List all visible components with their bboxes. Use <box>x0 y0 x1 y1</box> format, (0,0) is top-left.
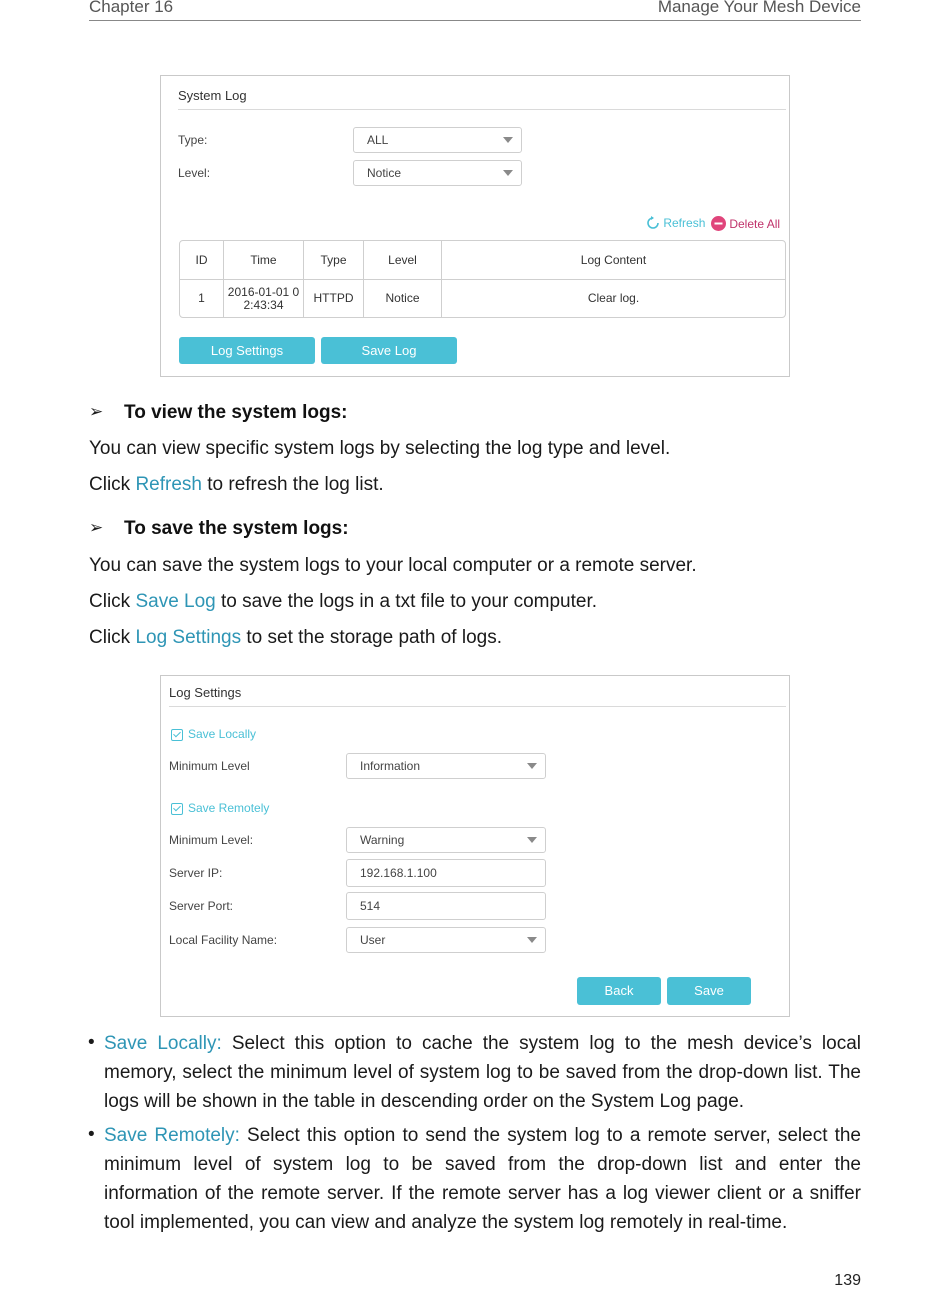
col-level: Level <box>364 241 442 280</box>
title-divider <box>178 109 786 110</box>
cell-type: HTTPD <box>304 280 364 317</box>
log-settings-term: Log Settings <box>135 627 242 648</box>
chapter-label: Chapter 16 <box>89 0 174 16</box>
delete-all-link[interactable] <box>711 216 780 231</box>
level-label: Level: <box>178 166 211 180</box>
save-log-button[interactable]: Save Log <box>321 337 457 364</box>
save-remotely-term: Save Remotely: <box>104 1125 240 1146</box>
server-ip-label: Server IP: <box>169 866 223 880</box>
min-level-label-local: Minimum Level <box>169 759 250 773</box>
save-remotely-paragraph <box>104 1121 861 1237</box>
save-locally-text: Select this option to cache the system log to the mesh device’s local memory, select the minimum level of system log to be saved from the drop-down list. The logs will be shown in the table in descending order on the System Log page. <box>104 1033 861 1112</box>
save-line-3 <box>89 627 502 649</box>
chevron-down-icon <box>527 937 537 943</box>
log-settings-button[interactable]: Log Settings <box>179 337 315 364</box>
min-level-value-local: Information <box>360 759 421 773</box>
delete-icon <box>711 216 726 231</box>
refresh-term: Refresh <box>135 474 202 495</box>
save-remotely-label[interactable]: Save Remotely <box>188 801 270 815</box>
text-prefix: Click <box>89 591 136 612</box>
col-log-content: Log Content <box>442 241 785 280</box>
min-level-value-remote: Warning <box>360 833 405 847</box>
save-locally-label[interactable]: Save Locally <box>188 727 257 741</box>
bullet-dot: • <box>88 1032 95 1053</box>
text-suffix: to refresh the log list. <box>201 474 384 495</box>
page-number: 139 <box>834 1272 861 1289</box>
min-level-select-remote[interactable] <box>346 827 546 853</box>
type-select[interactable] <box>353 127 522 153</box>
min-level-label-remote: Minimum Level: <box>169 833 254 847</box>
table-header-row <box>180 241 785 280</box>
view-line-2 <box>89 474 384 496</box>
col-id: ID <box>180 241 224 280</box>
facility-label: Local Facility Name: <box>169 933 278 947</box>
bullet-dot: • <box>88 1124 95 1145</box>
view-line-1: You can view specific system logs by selecting the log type and level. <box>89 438 671 459</box>
cell-content: Clear log. <box>587 291 640 305</box>
text-suffix: to set the storage path of logs. <box>241 627 502 648</box>
save-remotely-text: Select this option to send the system log to a remote server, select the minimum level of system log to be saved from the drop-down list and enter the information of the remote server. If the remote server has a log viewer client or a sniffer tool implemented, you can view and analyze the system log remotely in real-time. <box>104 1125 861 1233</box>
cell-time <box>224 280 304 317</box>
text-prefix: Click <box>89 474 136 495</box>
refresh-link[interactable] <box>646 216 705 230</box>
facility-value: User <box>360 933 386 947</box>
facility-select[interactable] <box>346 927 546 953</box>
title-divider <box>169 706 786 707</box>
system-log-panel <box>160 75 790 377</box>
server-port-input[interactable]: 514 <box>346 892 546 920</box>
save-log-term: Save Log <box>135 591 216 612</box>
arrow-bullet-icon: ➢ <box>89 402 104 421</box>
log-settings-title: Log Settings <box>169 685 242 700</box>
level-select[interactable] <box>353 160 522 186</box>
min-level-select-local[interactable] <box>346 753 546 779</box>
page-header <box>89 0 861 21</box>
save-remotely-checkbox[interactable] <box>171 803 183 815</box>
save-locally-checkbox[interactable] <box>171 729 183 741</box>
save-button[interactable]: Save <box>667 977 751 1005</box>
system-log-title: System Log <box>178 88 247 103</box>
chevron-down-icon <box>503 170 513 176</box>
server-port-label: Server Port: <box>169 899 234 913</box>
cell-time-line2: 2:43:34 <box>243 297 284 312</box>
text-prefix: Click <box>89 627 136 648</box>
log-settings-panel <box>160 675 790 1017</box>
refresh-icon <box>646 216 660 230</box>
save-locally-term: Save Locally: <box>104 1033 222 1054</box>
chevron-down-icon <box>527 763 537 769</box>
server-ip-input[interactable]: 192.168.1.100 <box>346 859 546 887</box>
save-line-1: You can save the system logs to your local computer or a remote server. <box>89 555 697 576</box>
delete-all-label: Delete All <box>729 217 781 231</box>
cell-time-line1: 2016-01-01 0 <box>227 284 300 299</box>
chevron-down-icon <box>503 137 513 143</box>
col-time: Time <box>224 241 304 280</box>
log-table <box>179 240 786 318</box>
arrow-bullet-icon: ➢ <box>89 518 104 537</box>
save-locally-paragraph <box>104 1029 861 1116</box>
cell-level: Notice <box>364 280 442 317</box>
text-suffix: to save the logs in a txt file to your computer. <box>215 591 598 612</box>
type-label: Type: <box>178 133 208 147</box>
chevron-down-icon <box>527 837 537 843</box>
section-label: Manage Your Mesh Device <box>657 0 861 16</box>
save-line-2 <box>89 591 597 613</box>
view-heading: To view the system logs: <box>124 402 348 423</box>
table-row <box>180 280 785 317</box>
back-button[interactable]: Back <box>577 977 661 1005</box>
col-type: Type <box>304 241 364 280</box>
type-select-value: ALL <box>367 133 389 147</box>
level-select-value: Notice <box>367 166 402 180</box>
save-heading: To save the system logs: <box>124 518 349 539</box>
refresh-label: Refresh <box>663 216 706 230</box>
cell-id: 1 <box>180 280 224 317</box>
